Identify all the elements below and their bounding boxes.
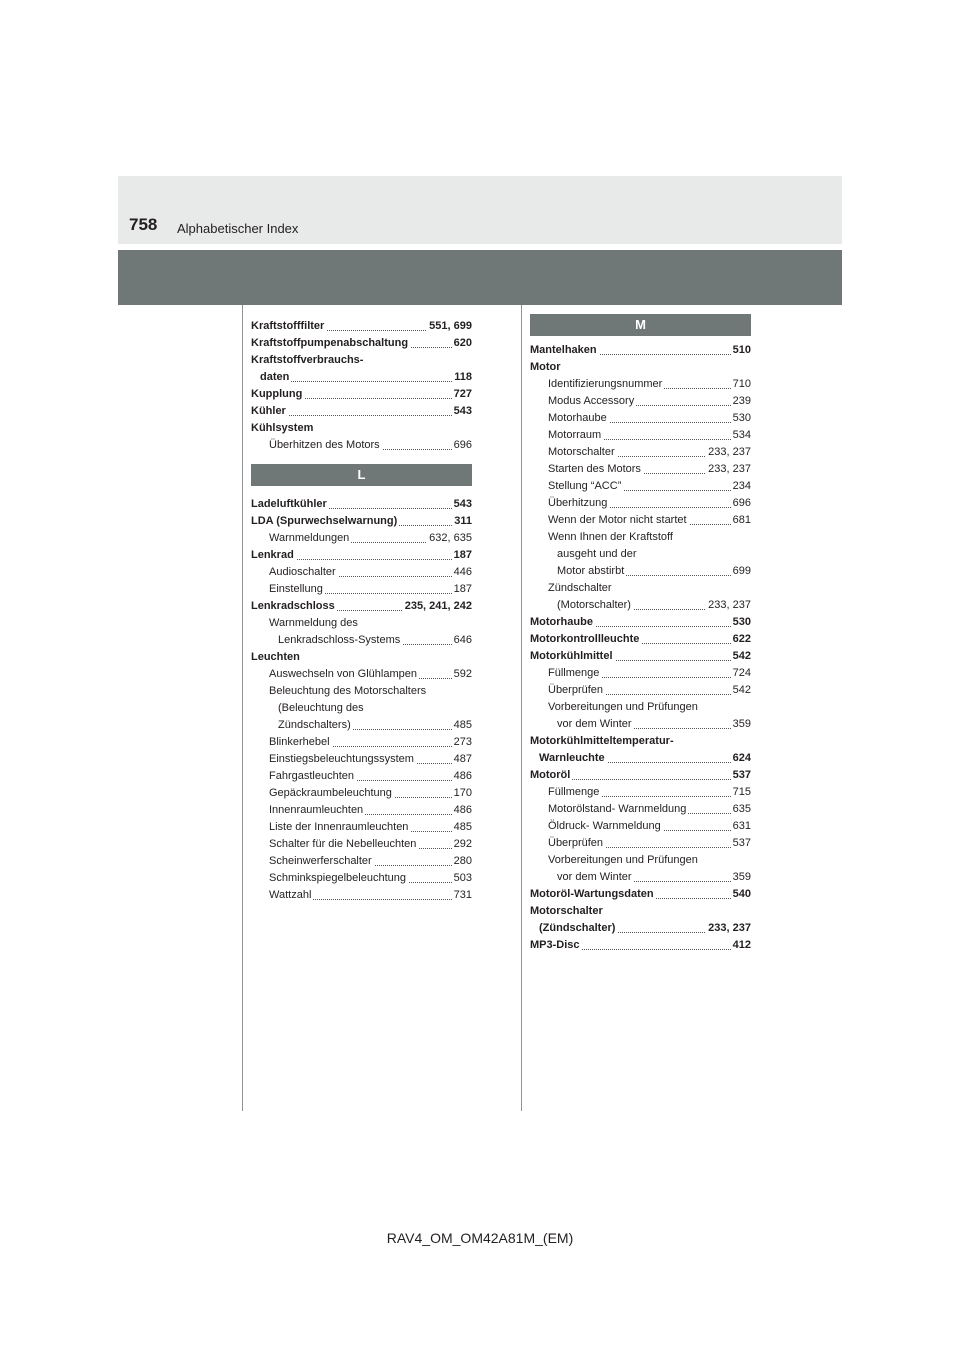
index-entry-page: 170	[452, 785, 472, 802]
index-entry-label: Leuchten	[251, 651, 300, 663]
index-entry	[269, 581, 472, 598]
index-entry	[269, 615, 472, 632]
index-entry	[269, 530, 472, 547]
index-entry-label: Füllmenge	[548, 667, 600, 679]
index-entry	[251, 335, 472, 352]
index-column-2	[530, 314, 751, 954]
index-entry	[557, 869, 751, 886]
index-entry-label: Kühlsystem	[251, 422, 314, 434]
index-entry-label: (Beleuchtung des	[278, 702, 364, 714]
index-entry-label: Identifizierungsnummer	[548, 378, 663, 390]
index-entry-page: 487	[452, 751, 472, 768]
index-entry	[269, 564, 472, 581]
index-entry-page: 503	[452, 870, 472, 887]
index-entry-label: Innenraumleuchten	[269, 804, 364, 816]
index-entry-label: Einstiegsbeleuchtungssystem	[269, 753, 414, 765]
index-entry	[269, 836, 472, 853]
index-entry	[548, 801, 751, 818]
index-entry-label: Schminkspiegelbeleuchtung	[269, 872, 406, 884]
index-entry-page: 542	[731, 648, 751, 665]
index-entry	[251, 513, 472, 530]
index-entry-label: Kühler	[251, 405, 286, 417]
index-entry-label: Scheinwerferschalter	[269, 855, 372, 867]
index-entry-label: Zündschalter	[548, 582, 612, 594]
index-entry-page: 486	[452, 768, 472, 785]
index-entry	[251, 318, 472, 335]
index-entry-page: 412	[731, 937, 751, 954]
index-entry	[269, 437, 472, 454]
index-entry-page: 485	[452, 819, 472, 836]
index-entry-label: Mantelhaken	[530, 344, 597, 356]
header-band	[118, 250, 842, 305]
index-entry-label: Stellung “ACC”	[548, 480, 622, 492]
index-entry-page: 280	[452, 853, 472, 870]
index-entry-label: (Zündschalter)	[539, 922, 616, 934]
index-entry-label: Wenn der Motor nicht startet	[548, 514, 687, 526]
index-entry	[251, 496, 472, 513]
index-entry-label: Kraftstofffilter	[251, 320, 325, 332]
index-entry-page: 234	[731, 478, 751, 495]
index-entry	[548, 444, 751, 461]
index-entry-label: MP3-Disc	[530, 939, 580, 951]
index-entry-label: daten	[260, 371, 290, 383]
index-entry-page: 235, 241, 242	[403, 598, 472, 615]
index-entry-label: Motorschalter	[548, 446, 615, 458]
page-title: Alphabetischer Index	[177, 221, 299, 236]
index-entry-label: Modus Accessory	[548, 395, 635, 407]
index-entry	[269, 870, 472, 887]
index-entry-label: Ladeluftkühler	[251, 498, 327, 510]
index-entry	[548, 784, 751, 801]
index-entry-label: Motorhaube	[530, 616, 593, 628]
index-entry	[278, 700, 472, 717]
index-entry	[251, 352, 472, 369]
index-entry-page: 543	[452, 403, 472, 420]
index-entry	[548, 682, 751, 699]
index-entry	[251, 420, 472, 437]
index-entry	[557, 716, 751, 733]
index-entry	[548, 410, 751, 427]
index-entry	[548, 376, 751, 393]
index-entry	[548, 852, 751, 869]
index-entry	[530, 631, 751, 648]
index-entry-page: 510	[731, 342, 751, 359]
index-entry-label: Überhitzung	[548, 497, 608, 509]
index-entry-label: Lenkrad	[251, 549, 294, 561]
index-entry	[548, 818, 751, 835]
index-entry-page: 624	[731, 750, 751, 767]
index-entry	[530, 937, 751, 954]
index-entry-page: 699	[731, 563, 751, 580]
index-entry-label: Liste der Innenraumleuchten	[269, 821, 409, 833]
index-entry-page: 530	[731, 410, 751, 427]
index-entry	[548, 393, 751, 410]
index-entry-page: 359	[731, 869, 751, 886]
index-entry-page: 715	[731, 784, 751, 801]
index-entry-page: 273	[452, 734, 472, 751]
index-entry-label: Vorbereitungen und Prüfungen	[548, 701, 698, 713]
index-entry-page: 118	[452, 369, 472, 386]
index-entry-page: 710	[731, 376, 751, 393]
index-entry	[548, 580, 751, 597]
index-entry-page: 727	[452, 386, 472, 403]
index-entry-label: Motorkühlmittel	[530, 650, 613, 662]
index-entry-page: 537	[731, 767, 751, 784]
index-entry	[251, 649, 472, 666]
index-entry-label: Gepäckraumbeleuchtung	[269, 787, 392, 799]
index-entry	[269, 785, 472, 802]
index-entry-page: 446	[452, 564, 472, 581]
index-entry-label: Lenkradschloss	[251, 600, 335, 612]
index-entry-page: 537	[731, 835, 751, 852]
index-entry-label: Wattzahl	[269, 889, 312, 901]
footer-doc-code: RAV4_OM_OM42A81M_(EM)	[386, 1230, 574, 1246]
index-entry-label: Starten des Motors	[548, 463, 641, 475]
index-entry	[269, 734, 472, 751]
index-entry-page: 635	[731, 801, 751, 818]
index-entry-label: Füllmenge	[548, 786, 600, 798]
index-entry-label: Motorkühlmitteltemperatur-	[530, 735, 674, 747]
index-entry-label: Wenn Ihnen der Kraftstoff	[548, 531, 673, 543]
index-entry-label: LDA (Spurwechselwarnung)	[251, 515, 398, 527]
index-entry-label: Audioschalter	[269, 566, 336, 578]
index-entry	[269, 802, 472, 819]
index-entry-page: 530	[731, 614, 751, 631]
index-entry-label: Schalter für die Nebelleuchten	[269, 838, 417, 850]
index-entry	[539, 750, 751, 767]
index-entry-page: 592	[452, 666, 472, 683]
index-entry-label: Motoröl-Wartungsdaten	[530, 888, 654, 900]
index-entry-label: Vorbereitungen und Prüfungen	[548, 854, 698, 866]
index-entry	[530, 886, 751, 903]
index-entry	[530, 614, 751, 631]
index-entry	[269, 751, 472, 768]
index-entry-page: 486	[452, 802, 472, 819]
index-entry	[251, 598, 472, 615]
index-entry	[530, 733, 751, 750]
index-entry	[251, 547, 472, 564]
index-entry	[548, 427, 751, 444]
index-entry	[557, 597, 751, 614]
index-entry	[548, 699, 751, 716]
index-entry-page: 239	[731, 393, 751, 410]
index-entry	[548, 478, 751, 495]
index-entry-label: ausgeht und der	[557, 548, 637, 560]
index-entry-label: Kraftstoffverbrauchs-	[251, 354, 364, 366]
index-entry-page: 724	[731, 665, 751, 682]
index-entry	[251, 403, 472, 420]
letter-section-header: L	[251, 464, 472, 486]
page-number: 758	[129, 215, 158, 234]
index-entry-page: 233, 237	[706, 920, 751, 937]
index-entry-label: Motorkontrollleuchte	[530, 633, 640, 645]
index-entry	[260, 369, 472, 386]
index-entry-page: 187	[452, 581, 472, 598]
index-entry-label: Motorhaube	[548, 412, 607, 424]
index-entry-page: 622	[731, 631, 751, 648]
index-entry-label: Motorraum	[548, 429, 602, 441]
index-entry-label: Überhitzen des Motors	[269, 439, 380, 451]
index-entry-label: Einstellung	[269, 583, 323, 595]
index-entry-page: 681	[731, 512, 751, 529]
index-entry	[539, 920, 751, 937]
index-entry-label: vor dem Winter	[557, 871, 632, 883]
index-entry	[548, 835, 751, 852]
column-divider-left	[242, 305, 243, 1111]
index-entry-page: 632, 635	[427, 530, 472, 547]
index-entry-label: Kraftstoffpumpenabschaltung	[251, 337, 409, 349]
index-entry	[251, 386, 472, 403]
index-entry-page: 540	[731, 886, 751, 903]
index-entry	[557, 563, 751, 580]
index-entry-page: 731	[452, 887, 472, 904]
index-entry-page: 542	[731, 682, 751, 699]
index-entry	[269, 887, 472, 904]
index-entry-page: 292	[452, 836, 472, 853]
index-entry	[548, 529, 751, 546]
index-entry-label: Zündschalters)	[278, 719, 351, 731]
index-entry-page: 359	[731, 716, 751, 733]
index-entry-page: 233, 237	[706, 461, 751, 478]
index-entry-label: Motoröl	[530, 769, 571, 781]
index-entry-page: 543	[452, 496, 472, 513]
index-entry	[530, 767, 751, 784]
index-entry	[269, 853, 472, 870]
index-column-1	[251, 318, 472, 904]
index-entry-label: Überprüfen	[548, 837, 604, 849]
index-entry-page: 485	[452, 717, 472, 734]
index-entry-label: Motor abstirbt	[557, 565, 625, 577]
index-entry-label: Motorölstand- Warnmeldung	[548, 803, 687, 815]
index-entry-label: (Motorschalter)	[557, 599, 631, 611]
index-entry-page: 631	[731, 818, 751, 835]
index-entry-page: 646	[452, 632, 472, 649]
index-entry-label: Beleuchtung des Motorschalters	[269, 685, 427, 697]
index-entry-page: 551, 699	[427, 318, 472, 335]
index-entry	[278, 717, 472, 734]
column-divider-right	[521, 305, 522, 1111]
index-entry-page: 187	[452, 547, 472, 564]
index-entry-page: 233, 237	[706, 597, 751, 614]
index-entry	[269, 666, 472, 683]
index-entry-label: Blinkerhebel	[269, 736, 330, 748]
index-entry-page: 620	[452, 335, 472, 352]
index-entry-page: 233, 237	[706, 444, 751, 461]
letter-section-header: M	[530, 314, 751, 336]
index-entry-label: Auswechseln von Glühlampen	[269, 668, 417, 680]
index-entry	[548, 495, 751, 512]
index-entry-label: Öldruck- Warnmeldung	[548, 820, 661, 832]
index-entry-label: Warnleuchte	[539, 752, 605, 764]
index-entry	[530, 359, 751, 376]
index-entry	[269, 819, 472, 836]
index-entry	[278, 632, 472, 649]
index-entry	[269, 683, 472, 700]
index-entry-page: 696	[731, 495, 751, 512]
index-entry-label: Warnmeldungen	[269, 532, 350, 544]
index-entry-label: Motor	[530, 361, 561, 373]
index-entry-label: vor dem Winter	[557, 718, 632, 730]
index-entry-page: 696	[452, 437, 472, 454]
index-entry	[548, 461, 751, 478]
index-entry-label: Motorschalter	[530, 905, 603, 917]
index-entry	[557, 546, 751, 563]
index-entry	[548, 512, 751, 529]
index-entry	[530, 903, 751, 920]
index-entry	[269, 768, 472, 785]
index-entry-label: Überprüfen	[548, 684, 604, 696]
index-entry-label: Lenkradschloss-Systems	[278, 634, 401, 646]
index-entry-label: Fahrgastleuchten	[269, 770, 354, 782]
index-entry	[530, 342, 751, 359]
index-entry-label: Kupplung	[251, 388, 303, 400]
index-entry-page: 534	[731, 427, 751, 444]
index-entry	[548, 665, 751, 682]
index-entry-label: Warnmeldung des	[269, 617, 358, 629]
index-entry-page: 311	[452, 513, 472, 530]
index-entry	[530, 648, 751, 665]
